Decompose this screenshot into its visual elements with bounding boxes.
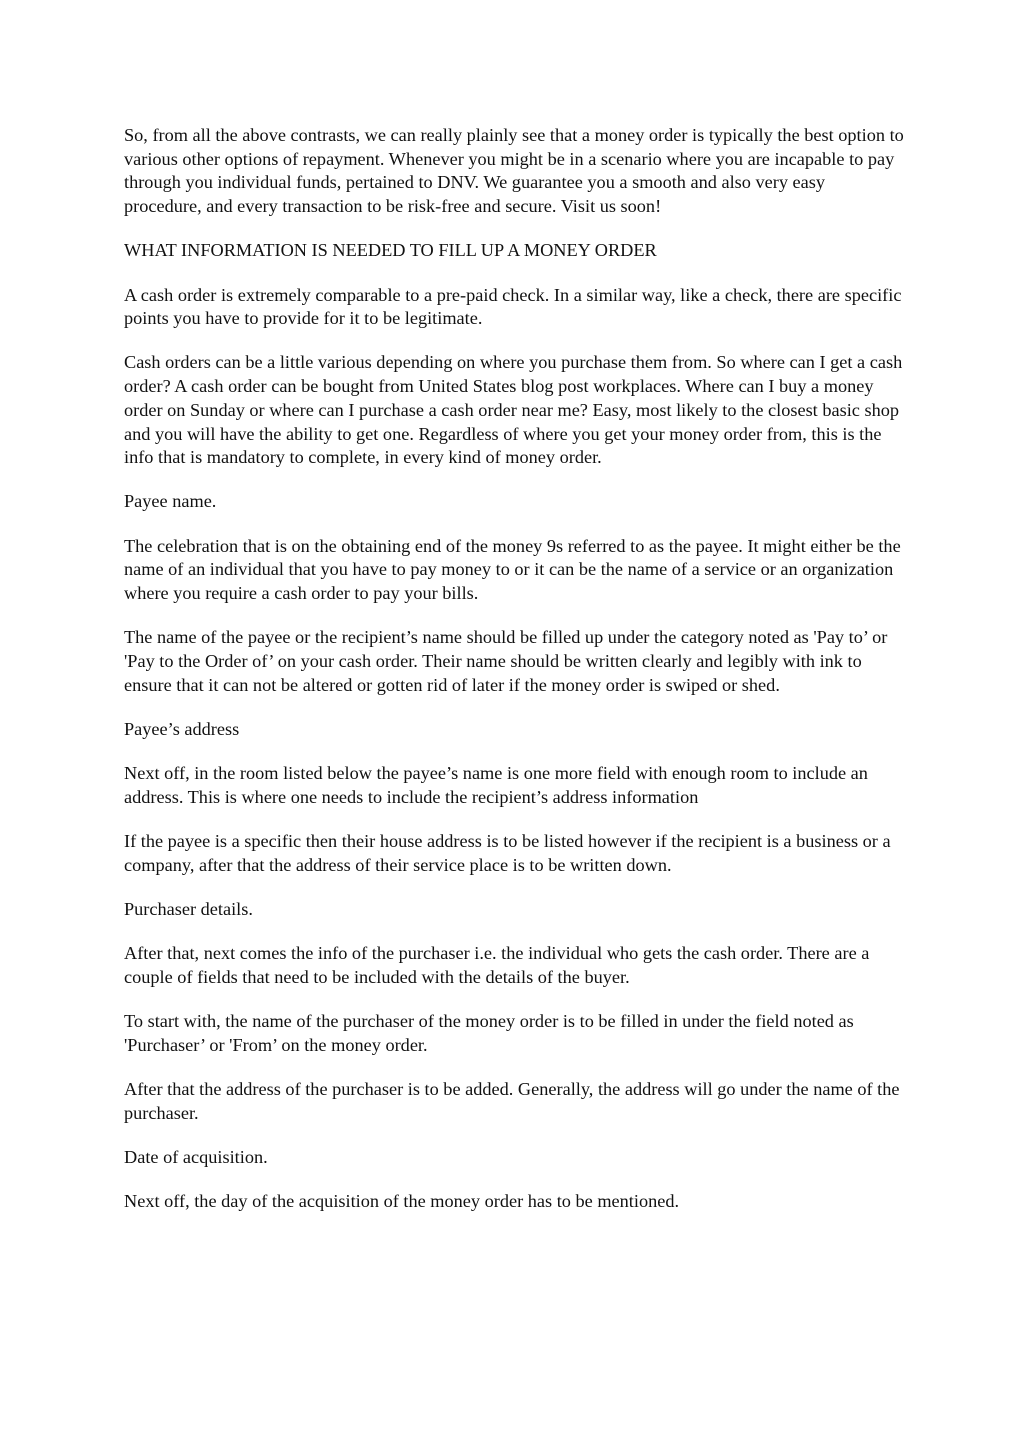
paragraph-purchaser-info: After that, next comes the info of the purchaser i.e. the individual who gets the cash order. There are a couple of fields that need to be included with the details of the buyer. [124, 943, 870, 987]
paragraph-payee-description: The celebration that is on the obtaining end of the money 9s referred to as the payee. It might either be the name of an individual that you have to pay money to or it can be the name of a service or an organization where you require a cash order to pay your bills. [124, 535, 901, 604]
document-page [124, 124, 906, 1234]
section-heading: WHAT INFORMATION IS NEEDED TO FILL UP A MONEY ORDER [124, 240, 657, 261]
paragraph-payee-name-field: The name of the payee or the recipient’s name should be filled up under the category noted as 'Pay to’ or 'Pay to the Order of’ on your cash order. Their name should be written clearly and legibly with ink to ensure that it can not be altered or gotten rid of later if the money order is swiped or shed. [124, 627, 888, 695]
paragraph-purchaser-address: After that the address of the purchaser is to be added. Generally, the address will go under the name of the purchaser. [124, 1078, 900, 1123]
paragraph-cash-order-definition: A cash order is extremely comparable to a pre-paid check. In a similar way, like a check, there are specific points you have to provide for it to be legitimate. [124, 284, 902, 329]
subheading-purchaser-details: Purchaser details. [124, 898, 253, 919]
subheading-payee-address: Payee’s address [124, 718, 240, 739]
paragraph-address-type: If the payee is a specific then their house address is to be listed however if the recipient is a business or a company, after that the address of their service place is to be written down. [124, 830, 891, 875]
subheading-payee-name: Payee name. [124, 491, 217, 512]
paragraph-date-mention: Next off, the day of the acquisition of the money order has to be mentioned. [124, 1191, 680, 1211]
paragraph-intro: So, from all the above contrasts, we can really plainly see that a money order is typically the best option to various other options of repayment. Whenever you might be in a scenario where you are incapable to pay through you individual funds, pertained to DNV. We guarantee you a smooth and also very easy procedure, and every transaction to be risk-free and secure. Visit us soon! [124, 125, 904, 217]
subheading-date-of-acquisition: Date of acquisition. [124, 1146, 268, 1167]
paragraph-where-to-buy: Cash orders can be a little various depending on where you purchase them from. So where can I get a cash order? A cash order can be bought from United States blog post workplaces. Where can I buy a money order on Sunday or where can I purchase a cash order near me? Easy, most likely to the closest basic shop and you will have the ability to get one. Regardless of where you get your money order from, this is the info that is mandatory to complete, in every kind of money order. [124, 352, 903, 468]
paragraph-address-field: Next off, in the room listed below the payee’s name is one more field with enough room to include an address. This is where one needs to include the recipient’s address information [124, 763, 868, 807]
paragraph-purchaser-name: To start with, the name of the purchaser of the money order is to be filled in under the field noted as 'Purchaser’ or 'From’ on the money order. [124, 1010, 854, 1055]
